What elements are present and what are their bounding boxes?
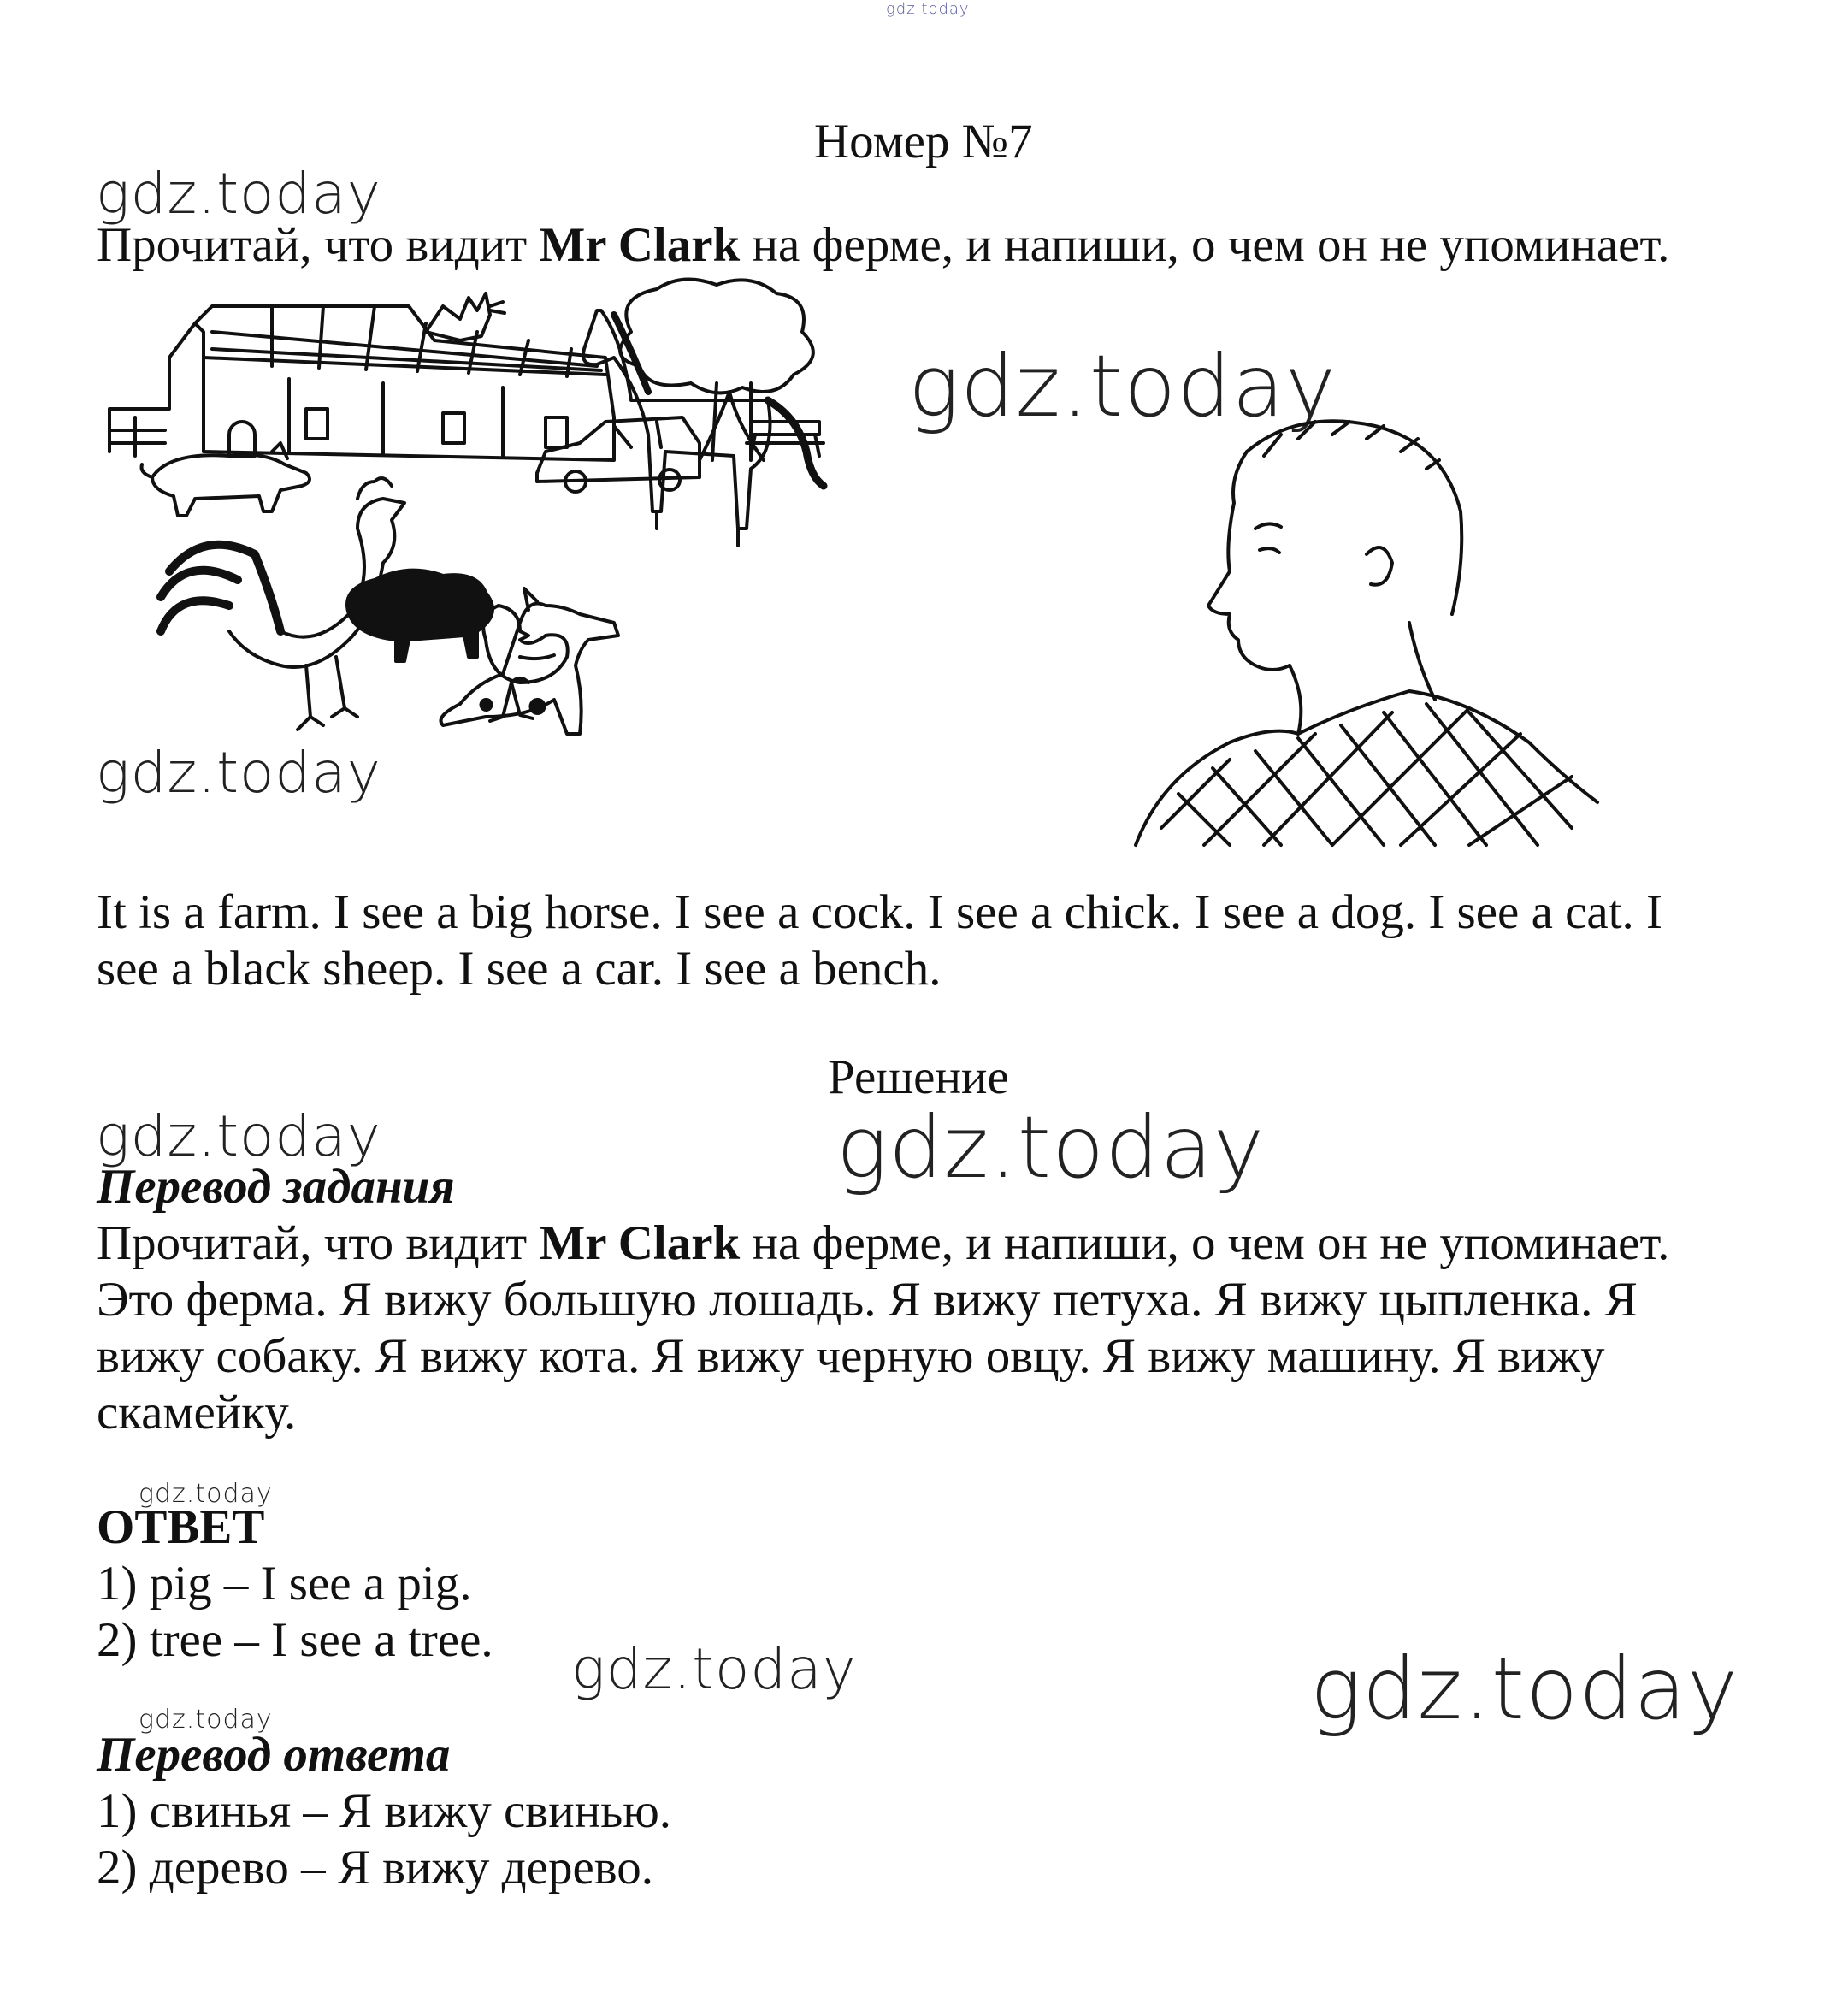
task-text xyxy=(97,216,1669,275)
page-title: Номер №7 xyxy=(814,115,1033,168)
horse-drawing xyxy=(583,310,824,546)
watermark: gdz.today xyxy=(836,1097,1266,1197)
answer-translation-heading: Перевод ответа xyxy=(97,1728,451,1782)
farm-illustration xyxy=(101,272,1127,751)
answer-translation-item: 2) дерево – Я вижу дерево. xyxy=(97,1841,654,1895)
translation-task-suffix: на ферме, и напиши, о чем он не упоминает. xyxy=(740,1216,1670,1270)
watermark: gdz.today xyxy=(139,1479,273,1509)
answer-heading: ОТВЕТ xyxy=(97,1500,265,1554)
answer-item: 2) tree – I see a tree. xyxy=(97,1613,493,1667)
watermark: gdz.today xyxy=(139,1705,273,1735)
man-shirt-drawing xyxy=(1136,691,1597,845)
watermark: gdz.today xyxy=(1310,1639,1739,1739)
answer-item: 1) pig – I see a pig. xyxy=(97,1557,472,1611)
passage-line-2: see a black sheep. I see a car. I see a bench. xyxy=(97,942,942,996)
pig-drawing xyxy=(142,443,310,516)
farmhouse-drawing xyxy=(109,306,614,460)
answer-translation-item: 1) свинья – Я вижу свинью. xyxy=(97,1784,672,1838)
translation-heading: Перевод задания xyxy=(97,1160,455,1214)
header-watermark: gdz.today xyxy=(886,0,970,18)
watermark: gdz.today xyxy=(96,1103,381,1169)
solution-heading: Решение xyxy=(828,1050,1009,1104)
watermark: gdz.today xyxy=(96,161,381,227)
task-suffix: на ферме, и напиши, о чем он не упоминает. xyxy=(740,218,1670,272)
translation-line-1: Это ферма. Я вижу большую лошадь. Я вижу петуха. Я вижу цыпленка. Я xyxy=(97,1273,1638,1327)
translation-task-prefix: Прочитай, что видит xyxy=(97,1216,540,1270)
watermark: gdz.today xyxy=(96,740,381,806)
watermark: gdz.today xyxy=(908,336,1337,436)
black-sheep-drawing xyxy=(347,571,493,661)
translation-task-name: Mr Clark xyxy=(539,1216,741,1270)
car-drawing xyxy=(537,417,700,492)
man-head-drawing xyxy=(1208,421,1461,734)
passage-line-1: It is a farm. I see a big horse. I see a cock. I see a chick. I see a dog. I see a cat. I xyxy=(97,885,1663,939)
task-name: Mr Clark xyxy=(539,218,741,272)
cat-drawing xyxy=(426,293,505,340)
translation-line-3: скамейку. xyxy=(97,1386,297,1440)
task-prefix: Прочитай, что видит xyxy=(97,218,540,272)
translation-task xyxy=(97,1215,1669,1273)
watermark: gdz.today xyxy=(571,1636,857,1702)
man-portrait xyxy=(1127,417,1606,854)
translation-line-2: вижу собаку. Я вижу кота. Я вижу черную овцу. Я вижу машину. Я вижу xyxy=(97,1329,1605,1383)
